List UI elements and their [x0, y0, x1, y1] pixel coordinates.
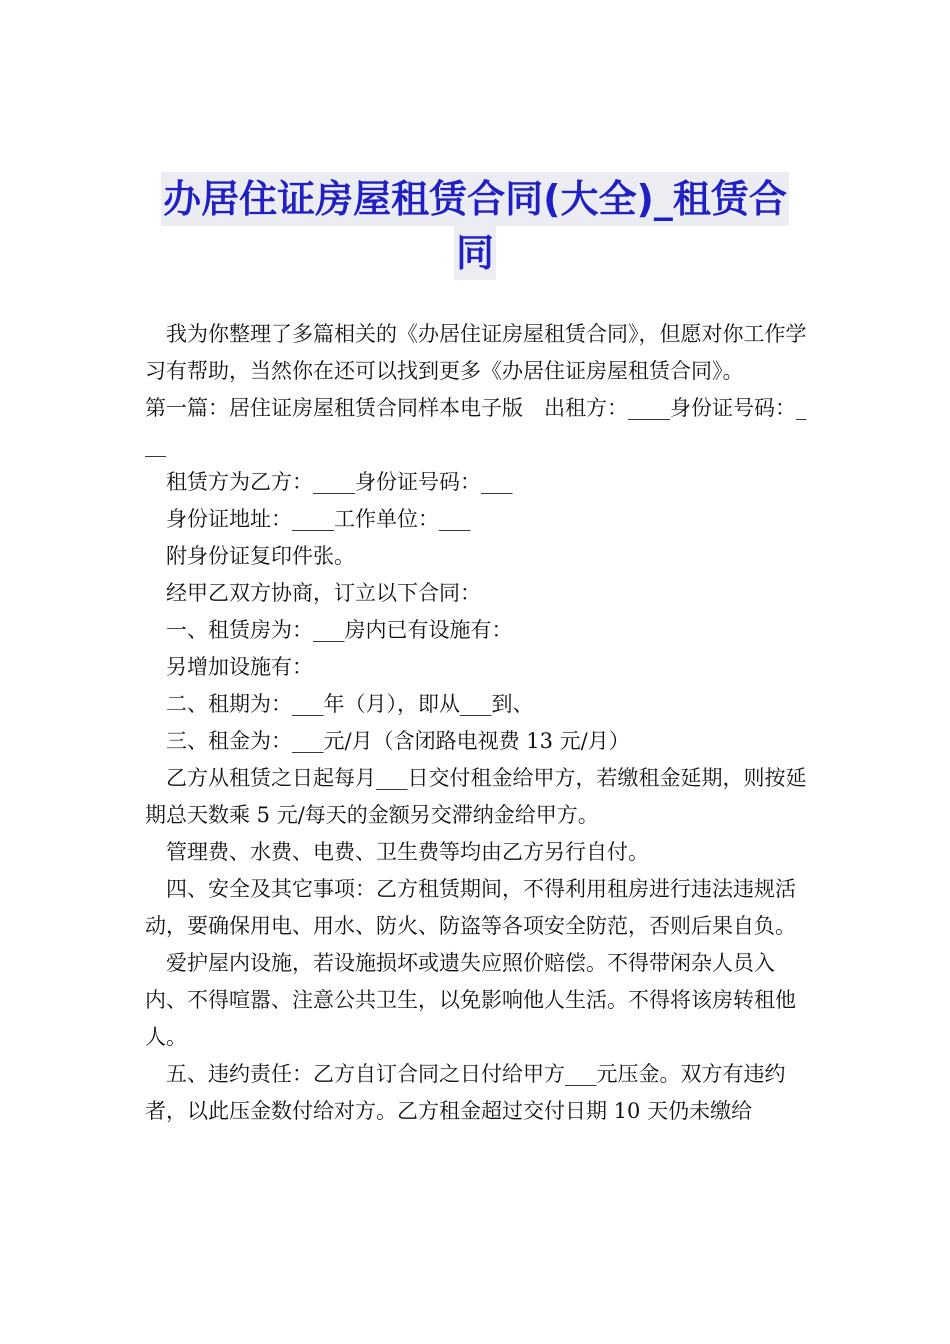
body-paragraph: 一、租赁房为：___房内已有设施有：: [166, 618, 513, 642]
body-paragraph: 爱护屋内设施，若设施损坏或遗失应照价赔偿。不得带闲杂人员入内、不得喧嚣、注意公共卫生，以免影响他人生活。不得将该房转租他人。: [145, 951, 796, 1049]
body-paragraph: 另增加设施有：: [166, 655, 313, 679]
body-paragraph: 身份证地址：____工作单位：___: [166, 507, 471, 531]
document-body: [145, 316, 809, 1130]
body-paragraph: 二、租期为：___年（月），即从___到、: [166, 692, 534, 716]
body-paragraph: 四、安全及其它事项：乙方租赁期间，不得利用租房进行违法违规活动，要确保用电、用水、防火、防盗等各项安全防范，否则后果自负。: [145, 877, 796, 938]
body-paragraph: 管理费、水费、电费、卫生费等均由乙方另行自付。: [166, 840, 649, 864]
body-paragraph: 附身份证复印件张。: [166, 544, 355, 568]
document-title: [130, 172, 820, 280]
intro-paragraph: 我为你整理了多篇相关的《办居住证房屋租赁合同》，但愿对你工作学习有帮助，当然你在还可以找到更多《办居住证房屋租赁合同》。: [145, 322, 807, 383]
body-paragraph: 三、租金为：___元/月（含闭路电视费 13 元/月）: [166, 729, 630, 753]
body-paragraph: 五、违约责任：乙方自订合同之日付给甲方___元压金。双方有违约者，以此压金数付给对方。乙方租金超过交付日期 10 天仍未缴给: [145, 1062, 786, 1123]
title-line-1: 办居住证房屋租赁合同(大全)_租赁合: [161, 172, 789, 226]
body-paragraph: 经甲乙双方协商，订立以下合同：: [166, 581, 481, 605]
body-paragraph: 乙方从租赁之日起每月___日交付租金给甲方，若缴租金延期，则按延期总天数乘 5 元/每天的金额另交滞纳金给甲方。: [145, 766, 807, 827]
title-line-2: 同: [454, 226, 496, 280]
body-paragraph: 租赁方为乙方：____身份证号码：___: [166, 470, 513, 494]
section-heading-paragraph: 第一篇：居住证房屋租赁合同样本电子版 出租方：____身份证号码：___: [145, 396, 807, 457]
